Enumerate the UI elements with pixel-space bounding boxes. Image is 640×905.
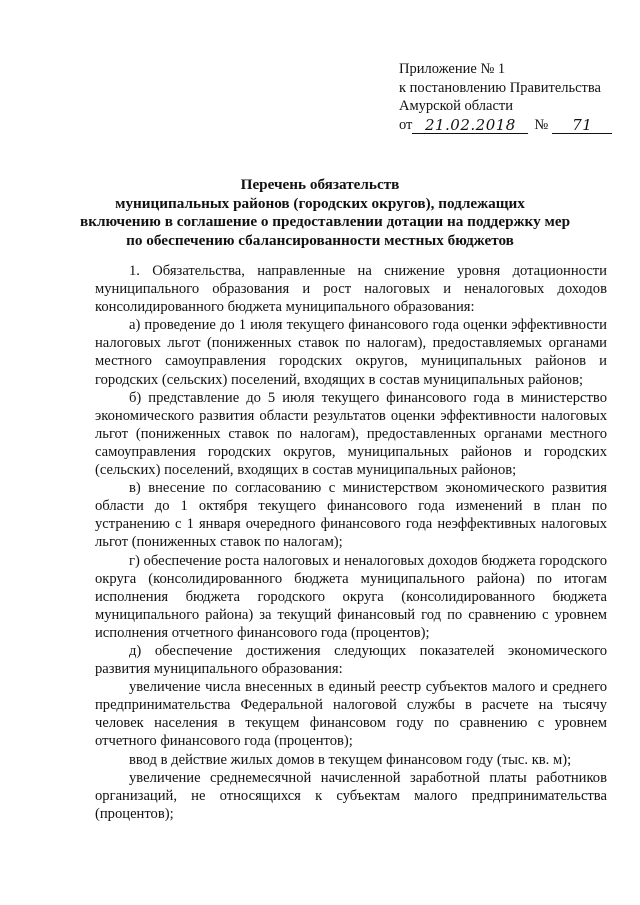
appendix-date-number-line: [399, 116, 629, 135]
paragraph-item-b: б) представление до 5 июля текущего финансового года в министерство экономического развития области результатов оценки эффективности налоговых льгот (пониженных ставок по налогам), предоставленных органами местного самоуправления городских округов, муниципальных районов и городских (сельских) поселений, входящих в состав муниципальных районов;: [95, 389, 607, 479]
paragraph-obligations-intro: 1. Обязательства, направленные на снижение уровня дотационности муниципального образования и рост налоговых и неналоговых доходов консолидированного бюджета муниципального образования:: [95, 263, 607, 316]
appendix-region-line: Амурской области: [399, 98, 513, 114]
paragraph-item-a: а) проведение до 1 июля текущего финансового года оценки эффективности налоговых льгот (пониженных ставок по налогам), предоставляемых органами местного самоуправления городских округов, муниципальных районов и городских (сельских) поселений, входящих в состав муниципальных районов;: [95, 317, 607, 388]
document-body: [95, 262, 607, 823]
paragraph-item-v: в) внесение по согласованию с министерством экономического развития области до 1 октября текущего финансового года изменений в план по устранению с 1 января очередного финансового года неэффективных налоговых льгот (пониженных ставок по налогам);: [95, 480, 607, 551]
date-prefix: от: [399, 116, 413, 133]
document-heading: [80, 176, 571, 250]
paragraph-indicator-wages: увеличение среднемесячной начисленной заработной платы работников организаций, не относящихся к субъектам малого предпринимательства (процентов);: [95, 769, 607, 822]
number-label: №: [534, 116, 549, 133]
heading-line-3: включению в соглашение о предоставлении дотации на поддержку мер: [80, 213, 571, 230]
appendix-header: [399, 60, 629, 134]
heading-line-1: Перечень обязательств: [240, 176, 400, 193]
heading-line-4: по обеспечению сбалансированности местных бюджетов: [126, 231, 514, 249]
paragraph-item-d: д) обеспечение достижения следующих показателей экономического развития муниципального образования:: [95, 642, 607, 678]
heading-line-2: муниципальных районов (городских округов), подлежащих: [115, 194, 525, 212]
paragraph-indicator-housing: ввод в действие жилых домов в текущем финансовом году (тыс. кв. м);: [129, 751, 572, 768]
appendix-resolution-line: к постановлению Правительства: [399, 79, 601, 96]
paragraph-item-g: г) обеспечение роста налоговых и неналоговых доходов бюджета городского округа (консолидированного бюджета муниципального района) по итогам исполнения бюджета городского округа (консолидированного бюджета муниципального района) за текущий финансовый год по сравнению с уровнем исполнения отчетного финансового года (процентов);: [95, 552, 607, 641]
handwritten-date: 21.02.2018: [412, 117, 528, 134]
handwritten-number: 71: [552, 117, 612, 134]
paragraph-indicator-smb: увеличение числа внесенных в единый реестр субъектов малого и среднего предпринимательства Федеральной налоговой службы в расчете на тысячу человек населения в текущем финансовом году по сравнению с уровнем отчетного финансового года (процентов);: [95, 679, 607, 750]
appendix-title: Приложение № 1: [399, 61, 506, 77]
